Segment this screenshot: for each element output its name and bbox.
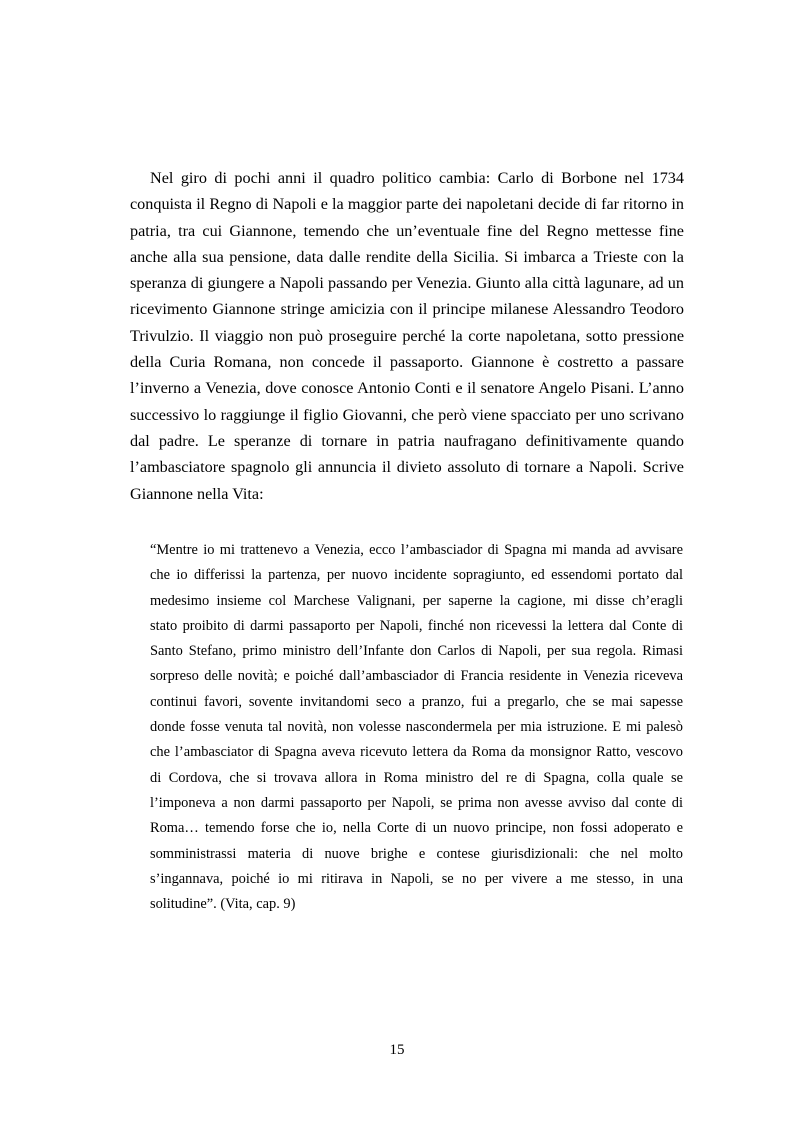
paragraph-line: conquista il Regno di Napoli e la maggior parte dei napoletani decide di far ritorno in [130, 195, 684, 214]
quotation-line: di Cordova, che si trovava allora in Roma ministro del re di Spagna, colla quale se [150, 769, 683, 786]
quotation-line: che l’ambasciator di Spagna aveva ricevuto lettera da Roma da monsignor Ratto, vescovo [150, 744, 683, 761]
quotation-line: continui favori, sovente invitandomi seco a pranzo, fui a pregarlo, che se mai sapesse [150, 693, 683, 710]
paragraph-line: anche alla sua pensione, data dalle rendite della Sicilia. Si imbarca a Trieste con la [130, 247, 684, 266]
quotation-line: che io differissi la partenza, per nuovo incidente sopragiunto, ed essendomi portato dal [150, 567, 683, 584]
paragraph-line: dal padre. Le speranze di tornare in patria naufragano definitivamente quando [130, 431, 684, 450]
quotation-line: l’imponeva a non darmi passaporto per Napoli, se prima non avesse avviso dal conte di [150, 794, 683, 811]
quotation-line: solitudine”. (Vita, cap. 9) [150, 896, 296, 913]
quotation-line: Roma… temendo forse che io, nella Corte di un nuovo principe, non fossi adoperato e [150, 820, 683, 837]
quotation-line: donde fosse venuta tal novità, non volesse nascondermela per mia istruzione. E mi palesò [150, 719, 683, 736]
quotation-line: Santo Stefano, primo ministro dell’Infante don Carlos di Napoli, per sua regola. Rimasi [150, 643, 683, 660]
quotation-line: stato proibito di darmi passaporto per Napoli, finché non ricevessi la lettera dal Conte di [150, 617, 683, 634]
paragraph-line: successivo lo raggiunge il figlio Giovanni, che però viene spacciato per uno scrivano [130, 405, 684, 424]
paragraph-line: l’inverno a Venezia, dove conosce Antonio Conti e il senatore Angelo Pisani. L’anno [130, 379, 684, 398]
page-number: 15 [389, 1042, 405, 1058]
body-paragraph [130, 165, 684, 507]
paragraph-line: ricevimento Giannone stringe amicizia con il principe milanese Alessandro Teodoro [130, 300, 684, 319]
quotation-line: “Mentre io mi trattenevo a Venezia, ecco l’ambasciador di Spagna mi manda ad avvisare [150, 542, 683, 558]
paragraph-line: Nel giro di pochi anni il quadro politico cambia: Carlo di Borbone nel 1734 [150, 169, 684, 187]
paragraph-line: l’ambasciatore spagnolo gli annuncia il divieto assoluto di tornare a Napoli. Scrive [130, 458, 684, 477]
quotation-line: somministrassi materia di nuove brighe e contese giurisdizionali: che nel molto [150, 845, 683, 862]
paragraph-line: speranza di giungere a Napoli passando per Venezia. Giunto alla città lagunare, ad un [130, 274, 684, 293]
paragraph-line: Trivulzio. Il viaggio non può proseguire perché la corte napoletana, sotto pressione [130, 326, 684, 345]
quotation-line: s’ingannava, poiché io mi ritirava in Napoli, se no per vivere a me stesso, in una [150, 870, 683, 887]
paragraph-line: patria, tra cui Giannone, temendo che un’eventuale fine del Regno mettesse fine [130, 221, 684, 240]
paragraph-line: Giannone nella Vita: [130, 484, 264, 503]
paragraph-line: della Curia Romana, non concede il passaporto. Giannone è costretto a passare [130, 353, 684, 372]
quotation-line: sorpreso delle novità; e poiché dall’ambasciador di Francia residente in Venezia riceveva [150, 668, 683, 685]
quotation-line: medesimo insieme col Marchese Valignani, per saperne la cagione, mi disse ch’eragli [150, 592, 683, 609]
block-quotation [150, 538, 683, 917]
